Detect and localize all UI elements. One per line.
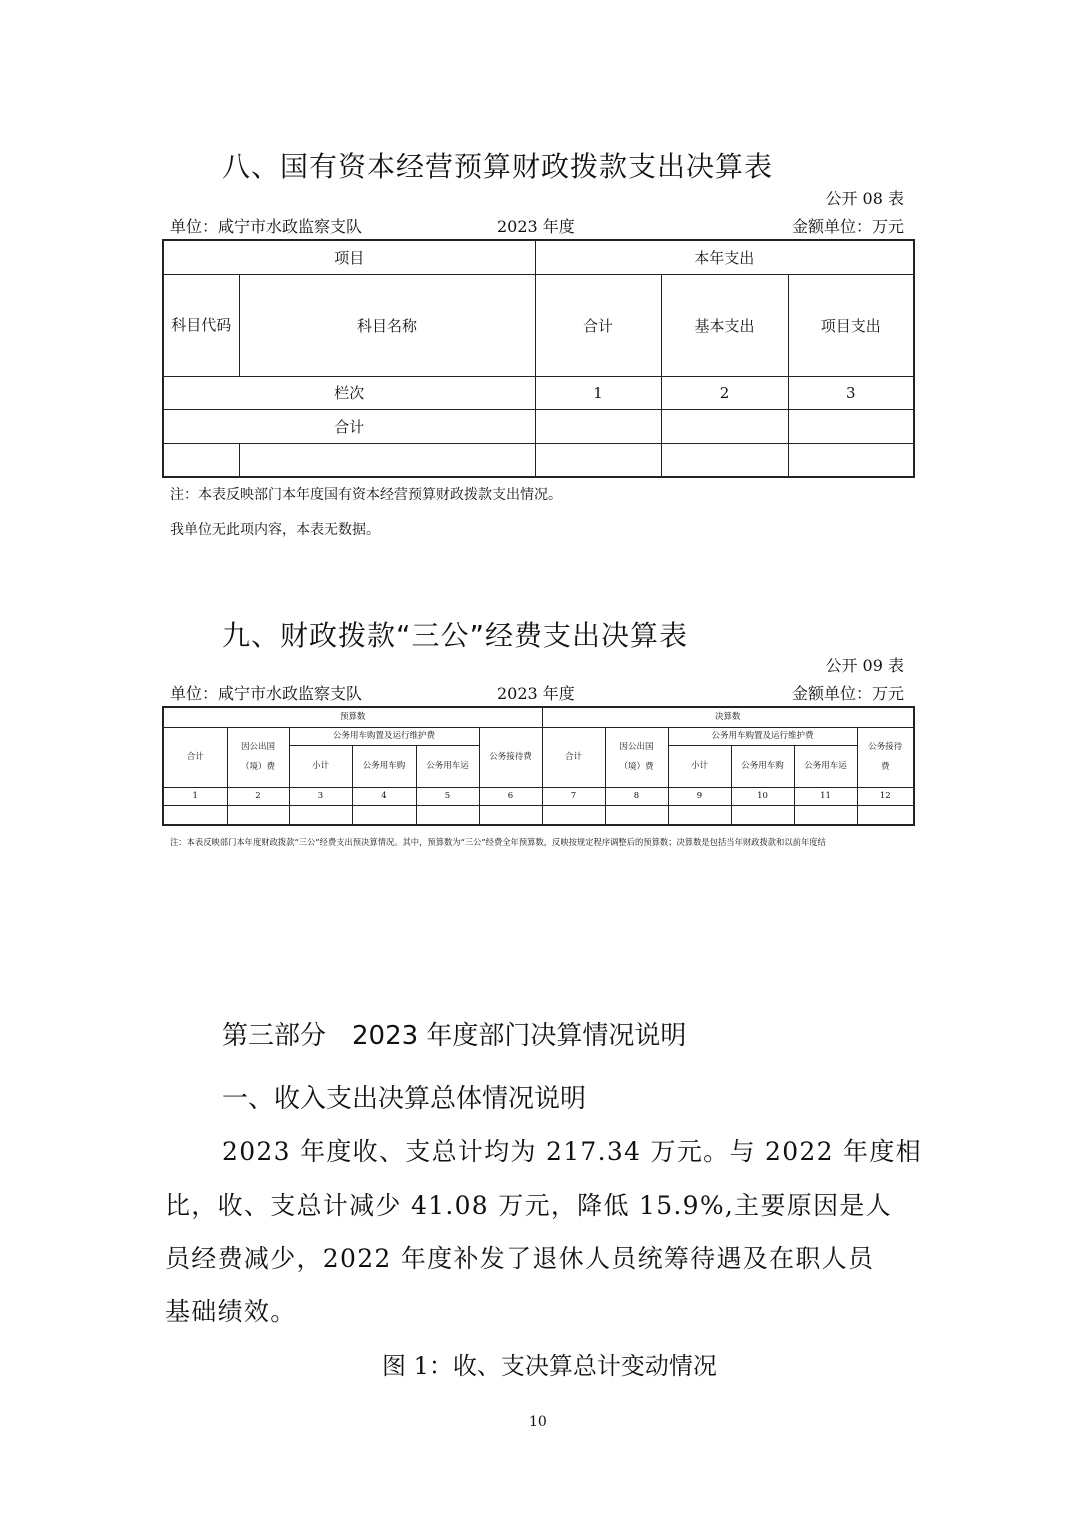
empty-cell	[479, 805, 542, 825]
header-abroad-expense: 因公出国 （境）费	[227, 727, 289, 787]
column-index: 2	[227, 787, 289, 805]
table09-form-number: 公开 09 表	[825, 656, 904, 675]
empty-cell	[163, 805, 227, 825]
column-index: 9	[668, 787, 731, 805]
column-index: 5	[416, 787, 479, 805]
empty-cell	[605, 805, 668, 825]
table08-year: 2023 年度	[497, 217, 575, 236]
page-number: 10	[529, 1414, 547, 1430]
empty-cell	[731, 805, 794, 825]
header-subtotal: 小计	[668, 745, 731, 787]
header-reception-expense: 公务接待 费	[857, 727, 914, 787]
header-vehicle-purchase: 公务用车购	[352, 745, 416, 787]
column-index: 3	[289, 787, 352, 805]
empty-cell	[661, 443, 788, 477]
empty-cell	[416, 805, 479, 825]
table08-no-data-note: 我单位无此项内容，本表无数据。	[170, 522, 380, 538]
header-total: 合计	[542, 727, 605, 787]
column-index: 1	[163, 787, 227, 805]
empty-cell	[289, 805, 352, 825]
header-total: 合计	[535, 274, 661, 376]
table09	[162, 706, 915, 826]
header-abroad-expense: 因公出国 （境）费	[605, 727, 668, 787]
column-index: 4	[352, 787, 416, 805]
table09-unit: 单位：咸宁市水政监察支队	[170, 684, 363, 703]
column-index: 10	[731, 787, 794, 805]
table09-title: 九、财政拨款“三公”经费支出决算表	[222, 619, 689, 652]
header-vehicle-operation: 公务用车运	[794, 745, 857, 787]
column-index: 7	[542, 787, 605, 805]
column-index: 12	[857, 787, 914, 805]
table08-note: 注：本表反映部门本年度国有资本经营预算财政拨款支出情况。	[170, 487, 562, 503]
empty-cell	[794, 805, 857, 825]
row-total-label: 合计	[163, 409, 535, 443]
empty-cell	[788, 443, 914, 477]
table08-title: 八、国有资本经营预算财政拨款支出决算表	[222, 150, 774, 183]
header-basic-expense: 基本支出	[661, 274, 788, 376]
table09-currency-unit: 金额单位：万元	[791, 684, 904, 703]
part3-heading: 第三部分 2023 年度部门决算情况说明	[222, 1021, 687, 1051]
empty-cell	[668, 805, 731, 825]
header-vehicle-expense: 公务用车购置及运行维护费	[668, 727, 857, 745]
section1-heading: 一、收入支出决算总体情况说明	[222, 1084, 587, 1114]
empty-cell	[857, 805, 914, 825]
empty-cell	[352, 805, 416, 825]
header-final: 决算数	[542, 707, 914, 727]
header-current-year-expense: 本年支出	[535, 240, 914, 274]
header-item: 项目	[163, 240, 535, 274]
header-project-expense: 项目支出	[788, 274, 914, 376]
column-index: 2	[661, 376, 788, 409]
header-total: 合计	[163, 727, 227, 787]
paragraph-line: 基础绩效。	[165, 1297, 297, 1326]
row-column-index-label: 栏次	[163, 376, 535, 409]
column-index: 1	[535, 376, 661, 409]
paragraph-line: 2023 年度收、支总计均为 217.34 万元。与 2022 年度相	[222, 1137, 922, 1166]
column-index: 11	[794, 787, 857, 805]
table08	[162, 239, 915, 478]
header-budget: 预算数	[163, 707, 542, 727]
header-vehicle-purchase: 公务用车购	[731, 745, 794, 787]
header-subject-code: 科目代码	[163, 274, 239, 376]
figure-caption: 图 1：收、支决算总计变动情况	[382, 1352, 717, 1380]
table08-currency-unit: 金额单位：万元	[791, 217, 904, 236]
empty-cell	[227, 805, 289, 825]
table09-note: 注：本表反映部门本年度财政拨款“三公”经费支出预决算情况。其中，预算数为“三公”经费全年预算数，反映按规定程序调整后的预算数；决算数是包括当年财政拨款和以前年度结	[170, 837, 826, 847]
column-index: 6	[479, 787, 542, 805]
empty-cell	[788, 409, 914, 443]
empty-cell	[535, 409, 661, 443]
paragraph-line: 员经费减少，2022 年度补发了退休人员统筹待遇及在职人员	[165, 1244, 875, 1273]
empty-cell	[535, 443, 661, 477]
column-index: 8	[605, 787, 668, 805]
paragraph-line: 比，收、支总计减少 41.08 万元，降低 15.9%,主要原因是人	[165, 1191, 892, 1220]
header-reception-expense: 公务接待费	[479, 727, 542, 787]
table09-year: 2023 年度	[497, 684, 575, 703]
column-index: 3	[788, 376, 914, 409]
header-subtotal: 小计	[289, 745, 352, 787]
table08-unit: 单位：咸宁市水政监察支队	[170, 217, 363, 236]
empty-cell	[239, 443, 535, 477]
header-vehicle-expense: 公务用车购置及运行维护费	[289, 727, 479, 745]
empty-cell	[661, 409, 788, 443]
empty-cell	[163, 443, 239, 477]
table08-form-number: 公开 08 表	[825, 189, 904, 208]
empty-cell	[542, 805, 605, 825]
header-vehicle-operation: 公务用车运	[416, 745, 479, 787]
header-subject-name: 科目名称	[239, 274, 535, 376]
